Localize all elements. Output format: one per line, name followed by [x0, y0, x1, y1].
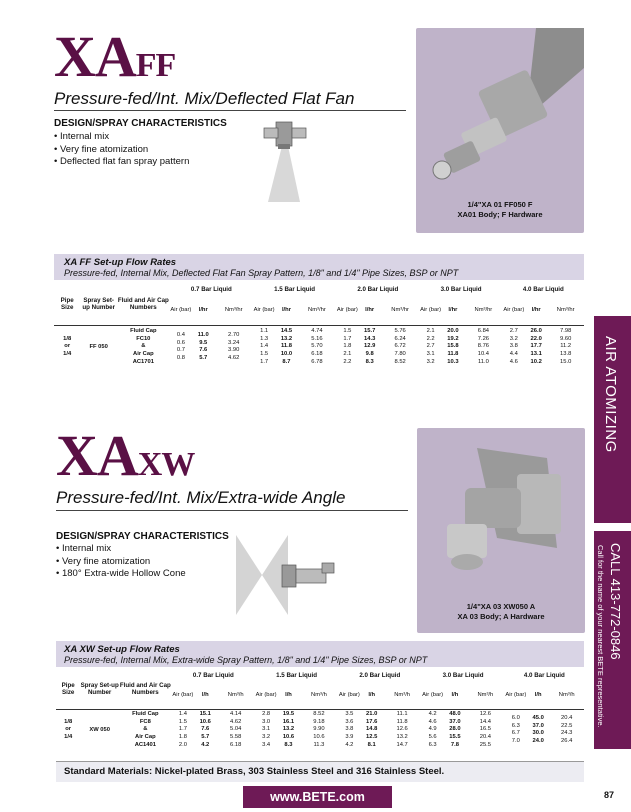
series-title-suffix: XW — [137, 446, 195, 483]
feature-item: • 180° Extra-wide Hollow Cone — [56, 568, 186, 579]
col-header-lhr: l/hr — [365, 306, 375, 313]
sidebar-phone: CALL 413-772-0846 — [608, 543, 623, 660]
feature-item: • Very fine atomization — [54, 143, 149, 155]
setup-number-cell: XW 050 — [89, 727, 110, 734]
nozzle-photo-image — [416, 28, 584, 198]
pipe-size-cell: 1/8 or 1/4 — [63, 335, 72, 358]
table-title: XA FF Set-up Flow Rates — [64, 257, 177, 268]
materials-bar — [56, 761, 584, 782]
cap-number-cell: Fluid Cap FC10 & Air Cap AC1701 — [130, 328, 157, 365]
nozzle-flat-fan-illustration — [256, 116, 314, 204]
flow-rate-table — [56, 669, 584, 751]
col-header-caps: Fluid and Air Cap Numbers — [119, 681, 171, 696]
col-header-nm3: Nm³/hr — [556, 306, 575, 313]
group-header: 4.0 Bar Liquid — [523, 671, 565, 679]
col-header-air: Air (bar) — [503, 306, 525, 313]
photo-caption-model: 1/4"XA 01 FF050 F — [467, 200, 533, 209]
design-heading: DESIGN/SPRAY CHARACTERISTICS — [54, 118, 227, 129]
sidebar-contact-tab — [594, 531, 631, 749]
liquid-flow-cell: 20.0 19.2 15.8 11.8 10.3 — [447, 328, 459, 365]
liquid-flow-cell: 14.5 13.2 11.8 10.0 8.7 — [280, 328, 293, 365]
table-title-band — [54, 254, 584, 280]
air-bar-cell: 4.2 4.6 4.9 5.6 6.3 — [428, 711, 437, 748]
col-header-air: Air (bar) — [253, 306, 275, 313]
nozzle-photo-image — [417, 428, 585, 598]
feature-list — [56, 543, 186, 581]
air-flow-cell: 12.6 14.4 16.5 20.4 25.5 — [479, 711, 492, 748]
liquid-flow-cell: 11.0 9.5 7.6 5.7 — [197, 332, 209, 361]
photo-caption-body: XA01 Body; F Hardware — [457, 210, 543, 219]
col-header-air: Air (bar) — [336, 306, 358, 313]
col-header-air: Air (bar) — [338, 691, 360, 698]
sidebar-category-label: AIR ATOMIZING — [602, 336, 619, 453]
col-header-setup: Spray Set-up Number — [82, 296, 115, 311]
feature-list — [54, 131, 189, 169]
sidebar-contact-note: Call for the name of your nearest BETE representative. — [596, 545, 605, 728]
liquid-flow-cell: 15.7 14.3 12.9 9.8 8.3 — [364, 328, 376, 365]
air-bar-cell: 6.0 6.3 6.7 7.0 — [511, 715, 520, 744]
product-photo — [417, 428, 585, 633]
col-header-nm3: Nm³/h — [477, 691, 494, 698]
col-header-nm3: Nm³/hr — [474, 306, 493, 313]
col-header-air: Air (bar) — [172, 691, 194, 698]
air-flow-cell: 4.14 4.62 5.04 5.58 6.18 — [230, 711, 242, 748]
liquid-flow-cell: 19.5 16.1 13.2 10.6 8.3 — [282, 711, 295, 748]
col-header-air: Air (bar) — [170, 306, 192, 313]
website-link[interactable]: www.BETE.com — [243, 786, 392, 808]
col-header-lhr: l/hr — [448, 306, 458, 313]
col-header-nm3: Nm³/h — [558, 691, 575, 698]
feature-item: • Internal mix — [56, 543, 112, 554]
liquid-flow-cell: 48.0 37.0 28.0 15.5 7.8 — [449, 711, 461, 748]
air-bar-cell: 2.7 3.2 3.8 4.4 4.6 — [509, 328, 518, 365]
col-header-lhr: l/hr — [531, 306, 541, 313]
col-header-setup: Spray Set-up Number — [80, 681, 119, 696]
air-bar-cell: 2.1 2.2 2.7 3.1 3.2 — [426, 328, 435, 365]
col-header-air: Air (bar) — [255, 691, 277, 698]
series-title-suffix: FF — [135, 47, 176, 84]
series-subtitle: Pressure-fed/Int. Mix/Deflected Flat Fan — [54, 89, 355, 108]
air-flow-cell: 4.74 5.16 5.70 6.18 6.78 — [311, 328, 323, 365]
col-header-caps: Fluid and Air Cap Numbers — [117, 296, 169, 311]
series-title-main: XA — [54, 24, 136, 89]
group-header: 1.5 Bar Liquid — [276, 671, 318, 679]
air-flow-cell: 8.52 9.18 9.90 10.6 11.3 — [313, 711, 325, 748]
flow-rate-table — [54, 283, 584, 369]
air-bar-cell: 1.5 1.7 1.8 2.1 2.2 — [343, 328, 352, 365]
feature-item: • Very fine atomization — [56, 555, 151, 567]
feature-item: • Deflected flat fan spray pattern — [54, 156, 190, 167]
col-header-lh: l/h — [285, 691, 292, 698]
divider — [56, 510, 408, 511]
cap-number-cell: Fluid Cap FC8 & Air Cap AC1401 — [132, 711, 159, 748]
pipe-size-cell: 1/8 or 1/4 — [64, 718, 73, 741]
col-header-lh: l/h — [534, 691, 542, 698]
series-subtitle: Pressure-fed/Int. Mix/Extra-wide Angle — [56, 488, 346, 507]
nozzle-wide-angle-illustration — [232, 525, 342, 625]
air-flow-cell: 20.4 22.5 24.3 26.4 — [561, 715, 573, 744]
col-header-nm3: Nm³/hr — [224, 306, 243, 313]
page-number: 87 — [604, 790, 615, 800]
table-row — [54, 325, 584, 369]
group-header: 0.7 Bar Liquid — [192, 671, 234, 679]
col-header-lhr: l/hr — [281, 306, 291, 313]
col-header-lh: l/h — [451, 691, 459, 698]
air-bar-cell: 3.5 3.6 3.8 3.9 4.2 — [345, 711, 354, 748]
table-subtitle: Pressure-fed, Internal Mix, Deflected Flat Fan Spray Pattern, 1/8" and 1/4" Pipe Sizes, BSP or NPT — [64, 268, 459, 278]
col-header-nm3: Nm³/h — [394, 691, 411, 698]
air-bar-cell: 0.4 0.6 0.7 0.8 — [176, 332, 185, 361]
air-flow-cell: 2.70 3.24 3.90 4.62 — [228, 332, 240, 361]
air-flow-cell: 7.98 9.60 11.2 13.8 15.0 — [560, 328, 572, 365]
col-header-nm3: Nm³/hr — [391, 306, 409, 313]
air-bar-cell: 2.8 3.0 3.1 3.2 3.4 — [262, 711, 271, 748]
series-title-xaff — [54, 24, 176, 89]
table-title: XA XW Set-up Flow Rates — [64, 644, 180, 655]
col-header-lh: l/h — [368, 691, 376, 698]
liquid-flow-cell: 26.0 22.0 17.7 13.1 10.2 — [530, 328, 542, 365]
group-header: 2.0 Bar Liquid — [357, 285, 399, 293]
col-header-pipe-size: Pipe Size — [61, 681, 75, 696]
col-header-air: Air (bar) — [420, 306, 442, 313]
col-header-air: Air (bar) — [505, 691, 527, 698]
sidebar-category-tab — [594, 316, 631, 523]
setup-number-cell: FF 050 — [89, 344, 108, 351]
group-header: 3.0 Bar Liquid — [440, 285, 482, 293]
table-subtitle: Pressure-fed, Internal Mix, Extra-wide Spray Pattern, 1/8" and 1/4" Pipe Sizes, BSP or NPT — [64, 655, 428, 665]
group-header: 4.0 Bar Liquid — [522, 285, 564, 293]
col-header-pipe-size: Pipe Size — [60, 296, 74, 311]
photo-caption-model: 1/4"XA 03 XW050 A — [466, 602, 536, 611]
air-flow-cell: 11.1 11.8 12.6 13.2 14.7 — [396, 711, 408, 748]
air-bar-cell: 1.4 1.5 1.7 1.8 2.0 — [178, 711, 187, 748]
table-title-band — [56, 641, 584, 667]
photo-caption-body: XA 03 Body; A Hardware — [457, 612, 545, 621]
design-heading: DESIGN/SPRAY CHARACTERISTICS — [56, 531, 229, 542]
table-row — [56, 709, 584, 751]
air-flow-cell: 5.76 6.24 6.72 7.80 8.52 — [394, 328, 406, 365]
liquid-flow-cell: 21.0 17.6 14.8 12.5 8.1 — [366, 711, 378, 748]
liquid-flow-cell: 15.1 10.6 7.6 5.7 4.2 — [199, 711, 211, 748]
col-header-nm3: Nm³/h — [311, 691, 327, 698]
feature-item: • Internal mix — [54, 131, 110, 142]
liquid-flow-cell: 45.0 37.0 30.0 24.0 — [532, 715, 544, 744]
group-header: 1.5 Bar Liquid — [274, 285, 316, 293]
series-title-main: XA — [56, 423, 138, 488]
divider — [54, 110, 406, 111]
group-header: 2.0 Bar Liquid — [359, 671, 401, 679]
materials-text: Standard Materials: Nickel-plated Brass, 303 Stainless Steel and 316 Stainless Steel. — [64, 766, 445, 777]
col-header-nm3: Nm³/h — [227, 691, 244, 698]
col-header-air: Air (bar) — [422, 691, 444, 698]
col-header-lhr: l/hr — [198, 306, 208, 313]
air-bar-cell: 1.1 1.3 1.4 1.5 1.7 — [260, 328, 269, 365]
air-flow-cell: 6.84 7.26 8.76 10.4 11.0 — [477, 328, 490, 365]
col-header-nm3: Nm³/hr — [308, 306, 326, 313]
col-header-lh: l/h — [201, 691, 209, 698]
product-photo — [416, 28, 584, 233]
group-header: 0.7 Bar Liquid — [190, 285, 232, 293]
group-header: 3.0 Bar Liquid — [442, 671, 484, 679]
series-title-xaxw — [56, 423, 195, 488]
